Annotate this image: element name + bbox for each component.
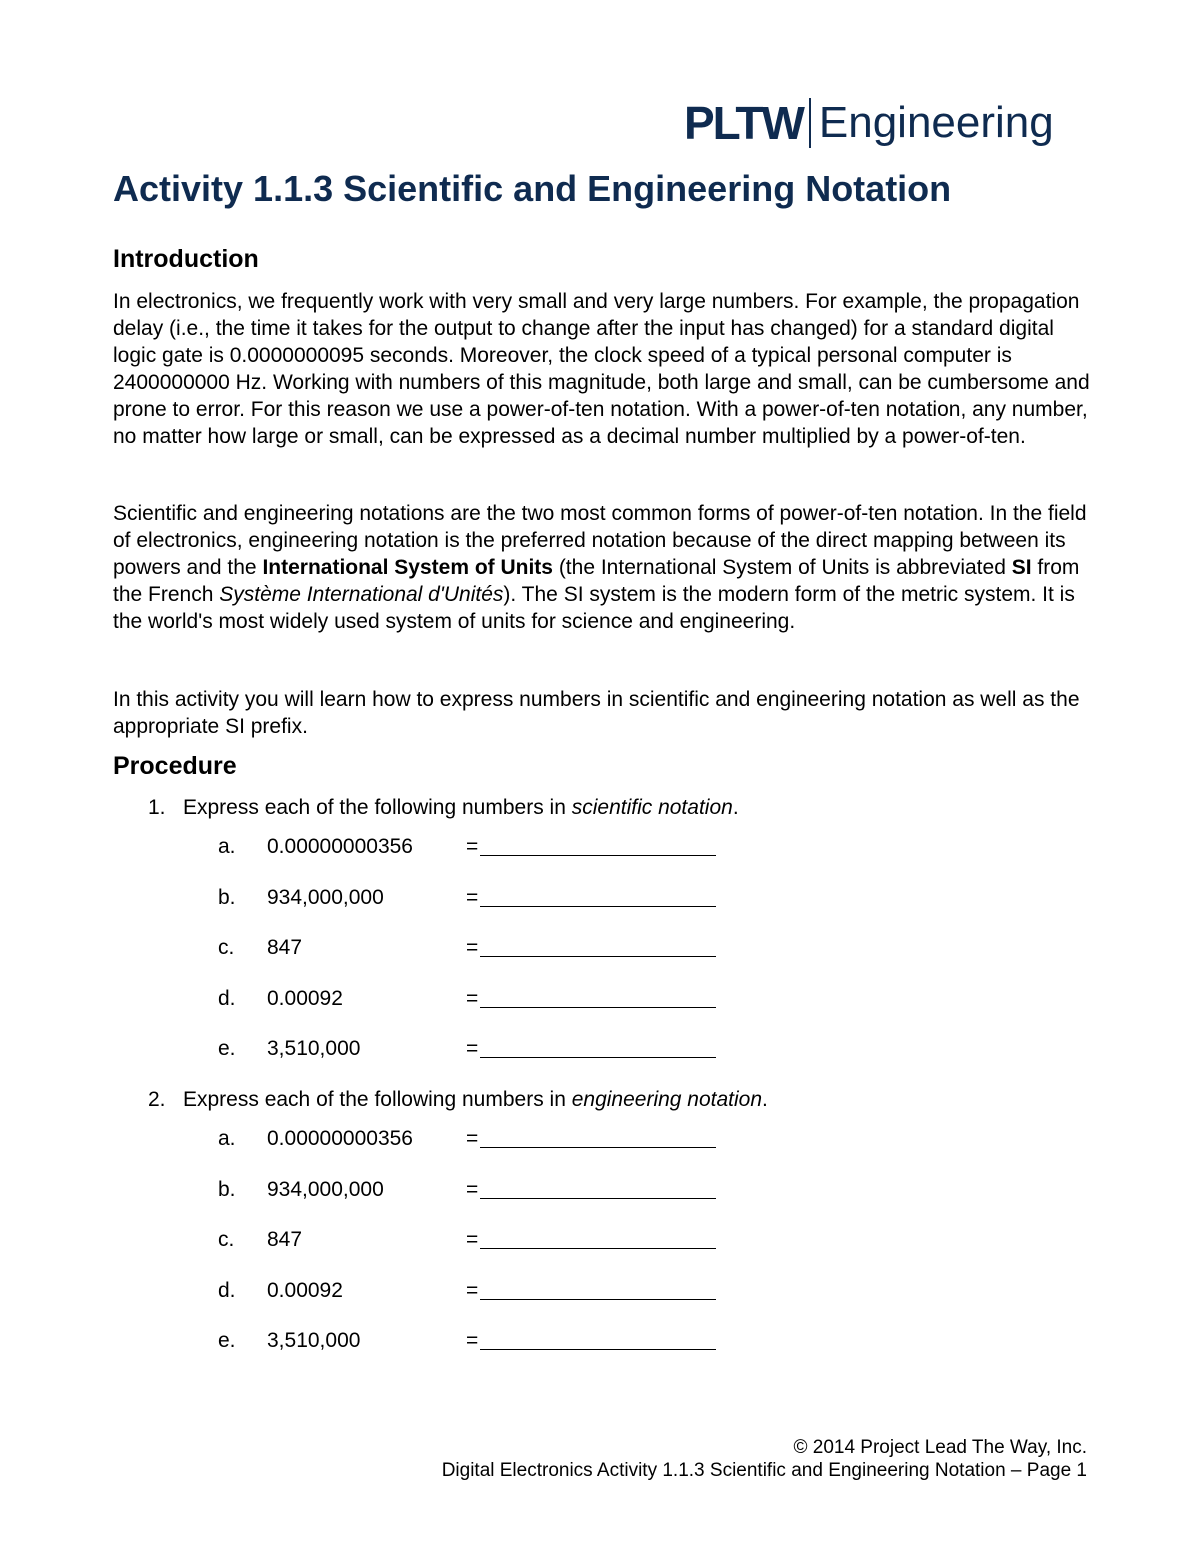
item-letter: e. bbox=[218, 1329, 236, 1352]
equals-sign: = bbox=[466, 885, 479, 909]
item-value: 847 bbox=[267, 936, 303, 959]
si-abbrev: SI bbox=[1011, 556, 1032, 579]
exercise-item bbox=[218, 936, 738, 962]
equals-sign: = bbox=[466, 1228, 479, 1251]
exercise-item bbox=[218, 1329, 738, 1355]
exercise-item bbox=[218, 1228, 738, 1254]
item-letter: e. bbox=[218, 1037, 236, 1060]
exercise-item bbox=[218, 835, 738, 861]
item-value: 3,510,000 bbox=[267, 1037, 361, 1060]
question-1-text bbox=[183, 796, 739, 820]
intro-paragraph-3: In this activity you will learn how to express numbers in scientific and engineering notation as well as the appropriate SI prefix. bbox=[113, 688, 1080, 738]
si-term: International System of Units bbox=[262, 556, 553, 579]
intro-paragraph-2 bbox=[113, 500, 1093, 635]
introduction-heading: Introduction bbox=[113, 245, 259, 273]
item-value: 0.00092 bbox=[267, 986, 343, 1010]
footer-copyright: © 2014 Project Lead The Way, Inc. bbox=[793, 1437, 1087, 1458]
answer-blank[interactable] bbox=[480, 906, 716, 907]
item-letter: b. bbox=[218, 885, 236, 909]
answer-blank[interactable] bbox=[480, 1248, 716, 1249]
answer-blank[interactable] bbox=[480, 1299, 716, 1300]
answer-blank[interactable] bbox=[480, 1198, 716, 1199]
exercise-item bbox=[218, 987, 738, 1013]
equals-sign: = bbox=[466, 1177, 479, 1201]
item-value: 0.00000000356 bbox=[267, 835, 413, 858]
answer-blank[interactable] bbox=[480, 1007, 716, 1008]
equals-sign: = bbox=[466, 986, 479, 1010]
item-letter: c. bbox=[218, 1228, 235, 1251]
logo-brand: PLTW bbox=[684, 97, 803, 149]
question-2-text bbox=[183, 1088, 768, 1112]
item-value: 3,510,000 bbox=[267, 1329, 361, 1352]
equals-sign: = bbox=[466, 936, 479, 959]
emphasis: engineering notation bbox=[571, 1088, 763, 1111]
pltw-logo bbox=[684, 96, 1054, 150]
item-letter: a. bbox=[218, 1127, 236, 1150]
footer-page: Digital Electronics Activity 1.1.3 Scientific and Engineering Notation – Page 1 bbox=[441, 1460, 1087, 1481]
page-title: Activity 1.1.3 Scientific and Engineering Notation bbox=[113, 168, 952, 209]
exercise-item bbox=[218, 886, 738, 912]
text: . bbox=[732, 796, 739, 819]
text: . bbox=[762, 1088, 768, 1111]
text: Scientific and engineering notations are the two most common forms of power-of-ten notation. In the field of electronics, engineering notation is the preferred notation because of the direct mapping between its powers and the bbox=[113, 502, 1087, 579]
exercise-item bbox=[218, 1127, 738, 1153]
question-1-number: 1. bbox=[148, 796, 166, 819]
text: Express each of the following numbers in bbox=[183, 796, 572, 819]
item-letter: c. bbox=[218, 936, 235, 959]
answer-blank[interactable] bbox=[480, 956, 716, 957]
item-value: 0.00000000356 bbox=[267, 1127, 413, 1150]
intro-paragraph-1: In electronics, we frequently work with very small and very large numbers. For example, the propagation delay (i.e., the time it takes for the output to change after the input has changed) for a standard digital logic gate is 0.0000000095 seconds. Moreover, the clock speed of a typical personal computer is 2400000000 Hz. Working with numbers of this magnitude, both large and small, can be cumbersome and prone to error. For this reason we use a power-of-ten notation. With a power-of-ten notation, any number, no matter how large or small, can be expressed as a decimal number multiplied by a power-of-ten. bbox=[113, 290, 1090, 448]
equals-sign: = bbox=[466, 1127, 479, 1150]
exercise-item bbox=[218, 1037, 738, 1063]
emphasis: scientific notation bbox=[571, 796, 733, 819]
answer-blank[interactable] bbox=[480, 1057, 716, 1058]
text: from the French bbox=[113, 556, 1080, 606]
item-value: 0.00092 bbox=[267, 1278, 343, 1302]
text: ). The SI system is the modern form of the metric system. It is the world's most widely used system of units for science and engineering. bbox=[113, 583, 1075, 633]
item-value: 934,000,000 bbox=[267, 885, 384, 909]
item-letter: d. bbox=[218, 1278, 236, 1302]
answer-blank[interactable] bbox=[480, 855, 716, 856]
french-term: Système International d'Unités bbox=[219, 583, 504, 606]
answer-blank[interactable] bbox=[480, 1147, 716, 1148]
procedure-heading: Procedure bbox=[113, 752, 237, 780]
question-2-number: 2. bbox=[148, 1088, 166, 1111]
exercise-item bbox=[218, 1279, 738, 1305]
equals-sign: = bbox=[466, 1278, 479, 1302]
item-value: 934,000,000 bbox=[267, 1177, 384, 1201]
item-value: 847 bbox=[267, 1228, 303, 1251]
item-letter: a. bbox=[218, 835, 236, 858]
equals-sign: = bbox=[466, 1037, 479, 1060]
item-letter: d. bbox=[218, 986, 236, 1010]
equals-sign: = bbox=[466, 1329, 479, 1352]
logo-divider bbox=[809, 98, 811, 148]
text: Express each of the following numbers in bbox=[183, 1088, 572, 1111]
exercise-item bbox=[218, 1178, 738, 1204]
logo-product: Engineering bbox=[818, 98, 1054, 147]
equals-sign: = bbox=[466, 835, 479, 858]
text: (the International System of Units is abbreviated bbox=[552, 556, 1012, 579]
answer-blank[interactable] bbox=[480, 1349, 716, 1350]
item-letter: b. bbox=[218, 1177, 236, 1201]
